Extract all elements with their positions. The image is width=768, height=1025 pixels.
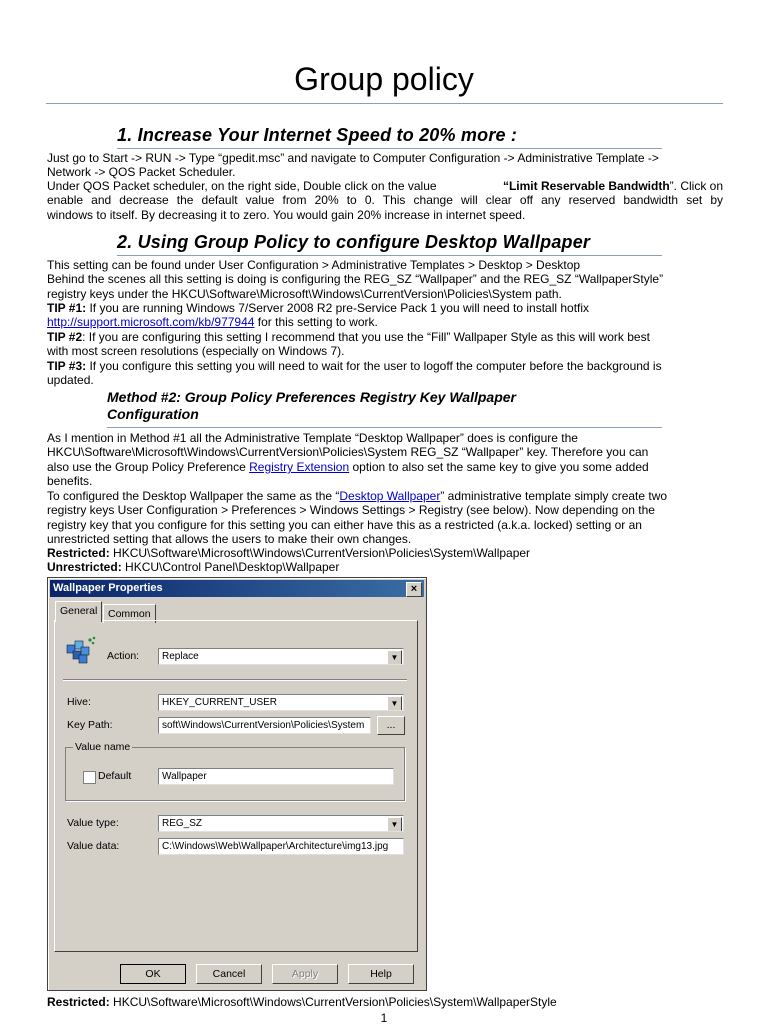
- action-select[interactable]: [158, 648, 404, 665]
- method2-line: [47, 460, 723, 475]
- dialog-title: Wallpaper Properties: [53, 582, 163, 594]
- close-icon[interactable]: ×: [406, 582, 422, 597]
- dialog-titlebar: [50, 580, 424, 597]
- section2-line: This setting can be found under User Configuration > Administrative Templates > Desktop > Desktop: [47, 258, 581, 272]
- default-label: Default: [98, 770, 132, 782]
- hive-label: Hive:: [67, 696, 91, 708]
- help-button[interactable]: Help: [348, 964, 414, 984]
- section1-line: [47, 179, 723, 194]
- tip1-after: for this setting to work.: [254, 315, 378, 329]
- method2-line: benefits.: [47, 474, 93, 488]
- method2-text: also use the Group Policy Preference: [47, 460, 250, 474]
- restricted-line: [47, 546, 723, 561]
- tab-general[interactable]: General: [55, 601, 102, 622]
- divider: [63, 679, 407, 680]
- page-title: Group policy: [294, 61, 474, 97]
- title-divider: [46, 103, 723, 104]
- tip1-text: If you are running Windows 7/Server 2008 R2 pre-Service Pack 1 you will need to install hotfix: [86, 301, 590, 315]
- method2-text: option to also set the same key to give you some added: [349, 460, 649, 474]
- keypath-input[interactable]: soft\Windows\CurrentVersion\Policies\System: [158, 717, 371, 734]
- hive-value: HKEY_CURRENT_USER: [162, 697, 278, 708]
- section1-bold-value: “Limit Reservable Bandwidth: [502, 179, 670, 193]
- hotfix-link[interactable]: http://support.microsoft.com/kb/977944: [47, 315, 255, 329]
- tip3-line2: updated.: [47, 373, 94, 387]
- method2-line: [47, 489, 723, 504]
- section2-heading: 2. Using Group Policy to configure Desktop Wallpaper: [117, 232, 591, 252]
- chevron-down-icon[interactable]: ▼: [387, 650, 402, 665]
- section1-line: windows to itself. By decreasing it to zero. You would gain 20% increase in internet speed.: [47, 208, 526, 222]
- restricted2-label: Restricted:: [47, 995, 110, 1009]
- tip2-label: TIP #2: [47, 330, 83, 344]
- value-name-group-label: Value name: [75, 741, 131, 753]
- ok-button[interactable]: OK: [120, 964, 186, 984]
- method2-heading-line1: Method #2: Group Policy Preferences Registry Key Wallpaper: [107, 389, 516, 405]
- chevron-down-icon[interactable]: ▼: [387, 696, 402, 711]
- section2-divider: [117, 255, 662, 256]
- page-number: 1: [380, 1011, 388, 1025]
- method2-divider: [107, 427, 662, 428]
- desktop-wallpaper-link[interactable]: Desktop Wallpaper: [339, 489, 441, 503]
- registry-icon: [65, 635, 99, 665]
- section2-line: Behind the scenes all this setting is doing is configuring the REG_SZ “Wallpaper” and the REG_SZ “WallpaperStyle”: [47, 272, 664, 286]
- method2-line: registry key that you configure for this setting you can either have this as a restricted (a.k.a. locked) setting or an: [47, 518, 642, 532]
- unrestricted-line: [47, 560, 723, 575]
- section1-line: enable and decrease the default value from 20% to 0. This change will clear off any reserved bandwidth set by: [47, 193, 723, 207]
- restricted-value: HKCU\Software\Microsoft\Windows\CurrentVersion\Policies\System\Wallpaper: [109, 546, 531, 560]
- method2-line: registry keys User Configuration > Preferences > Windows Settings > Registry (see below). Now depending on the: [47, 503, 655, 517]
- tip2-text: : If you are configuring this setting I recommend that you use the “Fill” Wallpaper Style as this will work best: [82, 330, 650, 344]
- value-data-label: Value data:: [67, 840, 120, 852]
- restricted-style-line: [47, 995, 723, 1010]
- unrestricted-label: Unrestricted:: [47, 560, 122, 574]
- action-value: Replace: [162, 651, 199, 662]
- keypath-label: Key Path:: [67, 719, 113, 731]
- section1-heading: 1. Increase Your Internet Speed to 20% more :: [117, 125, 518, 145]
- wallpaper-properties-dialog: [47, 577, 427, 991]
- tip3-text: If you configure this setting you will need to wait for the user to logoff the computer before the background is: [86, 359, 662, 373]
- browse-button[interactable]: ...: [377, 716, 405, 735]
- section1-divider: [117, 148, 662, 149]
- apply-button[interactable]: Apply: [272, 964, 338, 984]
- tip2-line: [47, 330, 723, 345]
- value-type-value: REG_SZ: [162, 818, 203, 829]
- method2-line: As I mention in Method #1 all the Administrative Template “Desktop Wallpaper” does is configure the: [47, 431, 578, 445]
- method2-line: unrestricted setting that allows the users to make their own changes.: [47, 532, 412, 546]
- hive-select[interactable]: [158, 694, 404, 711]
- value-name-input[interactable]: Wallpaper: [158, 768, 394, 785]
- method2-heading-line2: Configuration: [107, 406, 199, 422]
- restricted-label: Restricted:: [47, 546, 110, 560]
- action-label: Action:: [107, 650, 140, 662]
- value-type-select[interactable]: [158, 815, 404, 832]
- tip1-label: TIP #1:: [47, 301, 87, 315]
- unrestricted-value: HKCU\Control Panel\Desktop\Wallpaper: [121, 560, 340, 574]
- tip3-line: [47, 359, 723, 374]
- general-tab-panel: [54, 620, 418, 952]
- tip1-link-line: [47, 315, 723, 330]
- method2-text: To configured the Desktop Wallpaper the same as the “: [47, 489, 340, 503]
- restricted2-value: HKCU\Software\Microsoft\Windows\CurrentVersion\Policies\System\WallpaperStyle: [109, 995, 557, 1009]
- registry-extension-link[interactable]: Registry Extension: [249, 460, 350, 474]
- section1-bold-tail: ”. Click on: [669, 179, 723, 193]
- section2-line: registry keys under the HKCU\Software\Microsoft\Windows\CurrentVersion\Policies\System path.: [47, 287, 562, 301]
- method2-line: HKCU\Software\Microsoft\Windows\CurrentVersion\Policies\System REG_SZ “Wallpaper” key. Therefore you can: [47, 445, 649, 459]
- section1-text: Under QOS Packet scheduler, on the right side, Double click on the value: [47, 179, 437, 193]
- cancel-button[interactable]: Cancel: [196, 964, 262, 984]
- value-data-input[interactable]: C:\Windows\Web\Wallpaper\Architecture\img13.jpg: [158, 838, 404, 855]
- section1-line: Network -> QOS Packet Scheduler.: [47, 165, 236, 179]
- value-type-label: Value type:: [67, 817, 119, 829]
- method2-text: ” administrative template simply create two: [440, 489, 668, 503]
- chevron-down-icon[interactable]: ▼: [387, 817, 402, 832]
- tip3-label: TIP #3:: [47, 359, 87, 373]
- tab-common[interactable]: Common: [103, 604, 156, 623]
- default-checkbox[interactable]: [83, 771, 96, 784]
- section1-line: Just go to Start -> RUN -> Type “gpedit.msc” and navigate to Computer Configuration -> Administrative Template ->: [47, 151, 659, 165]
- tip1-line: [47, 301, 723, 316]
- tip2-line2: with most screen resolutions (especially on Windows 7).: [47, 344, 345, 358]
